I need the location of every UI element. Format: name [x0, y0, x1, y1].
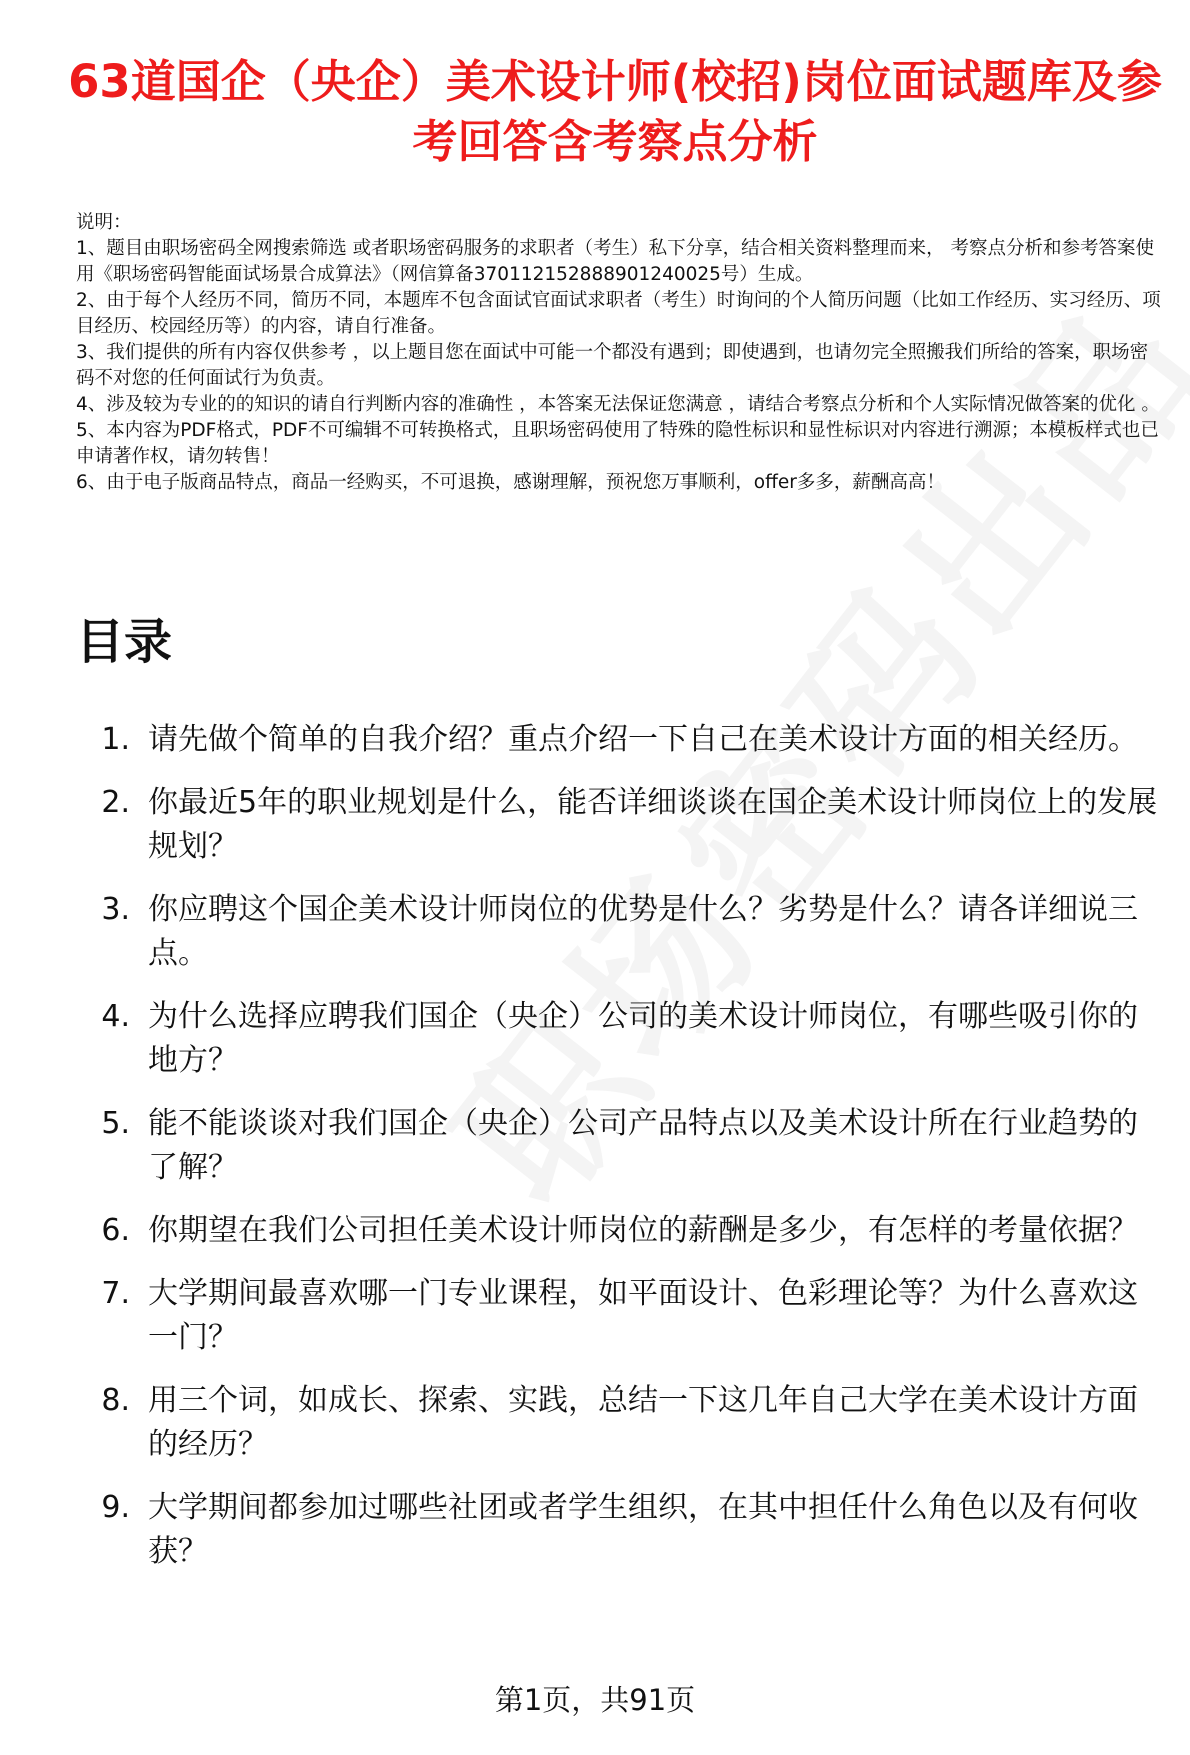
toc-item-text: 你期望在我们公司担任美术设计师岗位的薪酬是多少，有怎样的考量依据？	[148, 1213, 1138, 1248]
toc-item-number: 1.	[101, 722, 130, 757]
page-number: 第1页，共91页	[494, 1683, 696, 1717]
toc-item-number: 6.	[101, 1213, 130, 1248]
toc-item[interactable]	[76, 1272, 1166, 1360]
toc-item-text: 你应聘这个国企美术设计师岗位的优势是什么？劣势是什么？请各详细说三点。	[148, 892, 1138, 971]
toc-item-number: 2.	[101, 785, 130, 820]
note-item: 2、由于每个人经历不同，简历不同，本题库不包含面试官面试求职者（考生）时询问的个人简历问题（比如工作经历、实习经历、项目经历、校园经历等）的内容，请自行准备。	[76, 290, 1161, 337]
document-title: 63道国企（央企）美术设计师(校招)岗位面试题库及参考回答含考察点分析	[68, 55, 1162, 168]
toc-item-number: 5.	[101, 1106, 130, 1141]
toc-item[interactable]	[76, 1102, 1166, 1190]
toc-item[interactable]	[76, 781, 1166, 869]
toc-item[interactable]	[76, 1209, 1166, 1253]
notes-heading: 说明：	[76, 212, 132, 233]
note-item: 5、本内容为PDF格式，PDF不可编辑不可转换格式，且职场密码使用了特殊的隐性标识和显性标识对内容进行溯源；本模板样式也已申请著作权，请勿转售！	[76, 420, 1159, 467]
toc-item-text: 请先做个简单的自我介绍？重点介绍一下自己在美术设计方面的相关经历。	[148, 722, 1138, 757]
note-item: 1、题目由职场密码全网搜索筛选 或者职场密码服务的求职者（考生）私下分享，结合相关资料整理而来， 考察点分析和参考答案使用《职场密码智能面试场景合成算法》（网信算备370112152888901240025号）生成。	[76, 238, 1155, 285]
toc-item[interactable]	[76, 995, 1166, 1083]
notes-section	[76, 210, 1164, 496]
toc-item-text: 为什么选择应聘我们国企（央企）公司的美术设计师岗位，有哪些吸引你的地方？	[148, 999, 1138, 1078]
note-item: 4、涉及较为专业的的知识的请自行判断内容的准确性 ，本答案无法保证您满意 ，请结合考察点分析和个人实际情况做答案的优化 。	[76, 394, 1160, 415]
toc-item-number: 3.	[101, 892, 130, 927]
toc-item-text: 能不能谈谈对我们国企（央企）公司产品特点以及美术设计所在行业趋势的了解？	[148, 1106, 1138, 1185]
toc-item-number: 7.	[101, 1276, 130, 1311]
toc-list	[76, 718, 1166, 1593]
note-item: 6、由于电子版商品特点，商品一经购买，不可退换，感谢理解，预祝您万事顺利，offer多多，薪酬高高！	[76, 472, 945, 493]
toc-item-text: 用三个词，如成长、探索、实践，总结一下这几年自己大学在美术设计方面的经历？	[148, 1383, 1138, 1462]
toc-item-number: 9.	[101, 1490, 130, 1525]
toc-item-number: 4.	[101, 999, 130, 1034]
toc-item[interactable]	[76, 888, 1166, 976]
toc-item-number: 8.	[101, 1383, 130, 1418]
toc-item[interactable]	[76, 1486, 1166, 1574]
toc-item-text: 你最近5年的职业规划是什么，能否详细谈谈在国企美术设计师岗位上的发展规划？	[148, 785, 1158, 864]
toc-item-text: 大学期间最喜欢哪一门专业课程，如平面设计、色彩理论等？为什么喜欢这一门？	[148, 1276, 1138, 1355]
toc-heading: 目录	[76, 614, 173, 670]
note-item: 3、我们提供的所有内容仅供参考 ，以上题目您在面试中可能一个都没有遇到；即使遇到，也请勿完全照搬我们所给的答案，职场密码不对您的任何面试行为负责。	[76, 342, 1149, 389]
toc-item-text: 大学期间都参加过哪些社团或者学生组织，在其中担任什么角色以及有何收获？	[148, 1490, 1138, 1569]
toc-item[interactable]	[76, 1379, 1166, 1467]
toc-item[interactable]	[76, 718, 1166, 762]
